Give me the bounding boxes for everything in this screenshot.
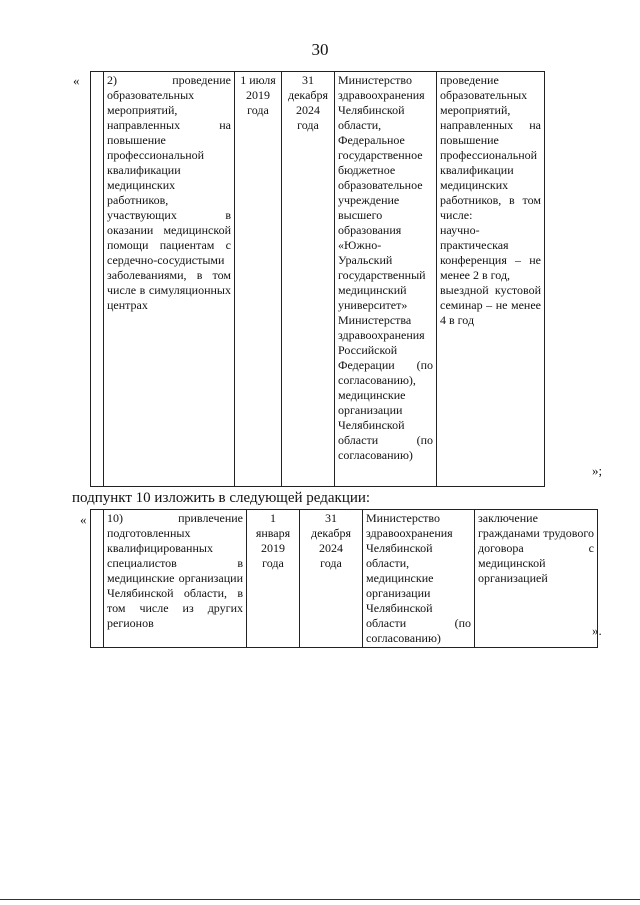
table-row bbox=[91, 72, 545, 487]
closing-mark-1: »; bbox=[592, 463, 603, 478]
page-bottom-border bbox=[0, 899, 640, 900]
start-date-cell: 1 января 2019 года bbox=[247, 510, 300, 648]
closing-mark-2: ». bbox=[592, 623, 602, 638]
table-row bbox=[91, 510, 598, 648]
end-date-cell: 31 декабря 2024 года bbox=[282, 72, 335, 487]
empty-cell bbox=[91, 510, 104, 648]
result-cell: проведение образовательных мероприятий, направленных на повышение профессиональной квалификации медицинских работников, в том числе: научно-практическая конференция – не менее 2 в год, выездной кустовой семинар – не менее 4 в год bbox=[437, 72, 545, 487]
opening-quote-1: « bbox=[73, 73, 80, 88]
measure-cell: 2) проведение образовательных мероприятий, направленных на повышение профессиональной квалификации медицинских работников, участвующих в оказании медицинской помощи пациентам с сердечно-сосудистыми заболеваниями, в том числе в симуляционных центрах bbox=[104, 72, 235, 487]
measures-table-2 bbox=[90, 509, 598, 648]
result-cell: заключение гражданами трудового договора с медицинской организацией bbox=[475, 510, 598, 648]
instruction-text: подпункт 10 изложить в следующей редакции: bbox=[72, 490, 371, 506]
end-date-cell: 31 декабря 2024 года bbox=[300, 510, 363, 648]
responsible-cell: Министерство здравоохранения Челябинской области, Федеральное государственное бюджетное образовательное учреждение высшего образования «Южно-Уральский государственный медицинский университет» Министерства здравоохранения Российской Федерации (по согласованию), медицинские организации Челябинской области (по согласованию) bbox=[335, 72, 437, 487]
responsible-cell: Министерство здравоохранения Челябинской области, медицинские организации Челябинской области (по согласованию) bbox=[363, 510, 475, 648]
empty-cell bbox=[91, 72, 104, 487]
opening-quote-2: « bbox=[80, 512, 87, 527]
page-number: 30 bbox=[311, 40, 329, 59]
measures-table-1 bbox=[90, 71, 545, 487]
start-date-cell: 1 июля 2019 года bbox=[235, 72, 282, 487]
measure-cell: 10) привлечение подготовленных квалифицированных специалистов в медицинские организации Челябинской области, в том числе из других регионов bbox=[104, 510, 247, 648]
